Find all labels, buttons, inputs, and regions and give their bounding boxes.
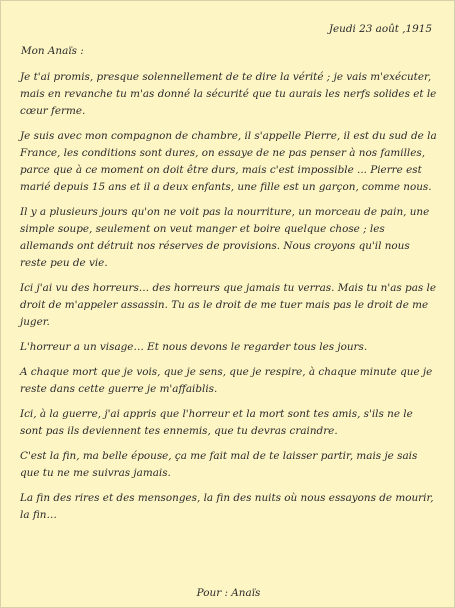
paragraph-4: Ici j'ai vu des horreurs… des horreurs que jamais tu verras. Mais tu n'as pas le droit de m'appeler assassin. Tu as le droit de me tuer mais pas le droit de me juger. — [20, 282, 436, 328]
paragraph-7: Ici, à la guerre, j'ai appris que l'horreur et la mort sont tes amis, s'ils ne le sont pas ils deviennent tes ennemis, que tu devras craindre. — [20, 408, 413, 437]
paragraph-5: L'horreur a un visage… Et nous devons le regarder tous les jours. — [20, 341, 368, 353]
paragraph-1: Je t'ai promis, presque solennellement de te dire la vérité ; je vais m'exécuter, mais en revanche tu m'as donné la sécurité que tu aurais les nerfs solides et le cœur ferme. — [20, 71, 437, 117]
paragraph-2: Je suis avec mon compagnon de chambre, il s'appelle Pierre, il est du sud de la France, les conditions sont dures, on essaye de ne pas penser à nos familles, parce que à ce moment on doit être durs, mais c'est impossible ... Pierre est marié depuis 15 ans et il a deux enfants, une fille est un garçon, comme nous. — [20, 130, 437, 193]
letter-body — [20, 69, 437, 532]
paragraph-8: C'est la fin, ma belle épouse, ça me fait mal de te laisser partir, mais je sais que tu ne me suivras jamais. — [20, 450, 418, 479]
paragraph-6: A chaque mort que je vois, que je sens, que je respire, à chaque minute que je reste dans cette guerre je m'affaiblis. — [20, 366, 433, 395]
letter-salutation: Mon Anaïs : — [21, 45, 84, 57]
letter-date: Jeudi 23 août ,1915 — [328, 23, 432, 35]
paragraph-3: Il y a plusieurs jours qu'on ne voit pas la nourriture, un morceau de pain, une simple soupe, seulement on veut manger et boire quelque chose ; les allemands ont détruit nos réserves de provisions. Nous croyons qu'il nous reste peu de vie. — [20, 206, 430, 269]
letter-signature: Pour : Anaïs — [196, 587, 261, 599]
paragraph-9: La fin des rires et des mensonges, la fin des nuits où nous essayons de mourir, la fin… — [20, 492, 434, 521]
